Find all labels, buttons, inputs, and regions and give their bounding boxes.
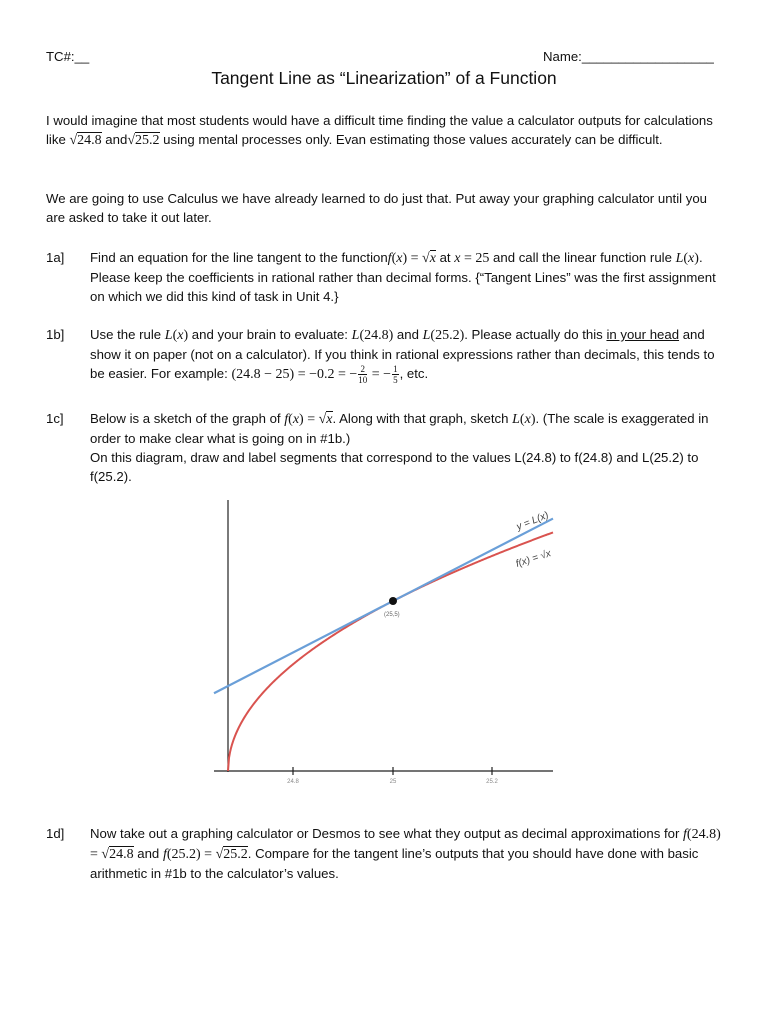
name-label: Name:__________________	[543, 49, 714, 64]
x-tick-label: 25	[389, 779, 397, 785]
intro-paragraph-1: I would imagine that most students would have a difficult time finding the value a calculator outputs for calculations like √24.8 and√25.2 using mental processes only. Evan estimating those values accurately can be difficult.	[46, 113, 713, 148]
question-1d-text: Now take out a graphing calculator or Desmos to see what they output as decimal approximations for f(24.8) = √24.8 and f(25.2) = √25.2. Compare for the tangent line’s outputs that you should have done with basic arithmetic in #1b to the calculator’s values.	[90, 826, 721, 881]
tangency-point-label: (25,5)	[384, 612, 400, 618]
question-1b-text: Use the rule L(x) and your brain to evaluate: L(24.8) and L(25.2). Please actually do this in your head and show it on paper (not on a calculator). If you think in rational expressions rather than decimals, this tends to be easier. For example: (24.8 − 25) = −0.2 = − $\frac{2}{10}$ = − $\frac{1}{5}$ , etc.	[90, 327, 715, 386]
question-number-1c: 1c]	[46, 411, 64, 426]
x-tick-label: 25.2	[486, 779, 498, 785]
page-title: Tangent Line as “Linearization” of a Function	[211, 68, 557, 88]
x-tick-label: 24.8	[287, 779, 299, 785]
question-number-1d: 1d]	[46, 826, 65, 841]
tangency-point	[389, 597, 397, 605]
tangent-line-label: y = L(x)	[515, 509, 551, 533]
question-1a-text: Find an equation for the line tangent to the functionf(x) = √x at x = 25 and call the linear function rule L(x). Please keep the coefficients in rational rather than decimal forms. {“Tangent Lines” was the first assignment on which we did this kind of task in Unit 4.}	[90, 250, 716, 304]
question-1c-text: Below is a sketch of the graph of f(x) = √x. Along with that graph, sketch L(x). (The scale is exaggerated in order to make clear what is going on in #1b.) On this diagram, draw and label segments that correspond to the values L(24.8) to f(24.8) and L(25.2) to f(25.2).	[90, 411, 709, 484]
intro-paragraph-2: We are going to use Calculus we have already learned to do just that. Put away your graphing calculator until you are asked to take it out later.	[46, 191, 707, 225]
tangent-line	[214, 519, 553, 694]
question-number-1b: 1b]	[46, 327, 65, 342]
question-number-1a: 1a]	[46, 250, 65, 265]
function-curve-label: f(x) = √x	[514, 548, 553, 570]
sqrt-function-curve	[228, 532, 553, 771]
tc-number-label: TC#:__	[46, 49, 90, 64]
